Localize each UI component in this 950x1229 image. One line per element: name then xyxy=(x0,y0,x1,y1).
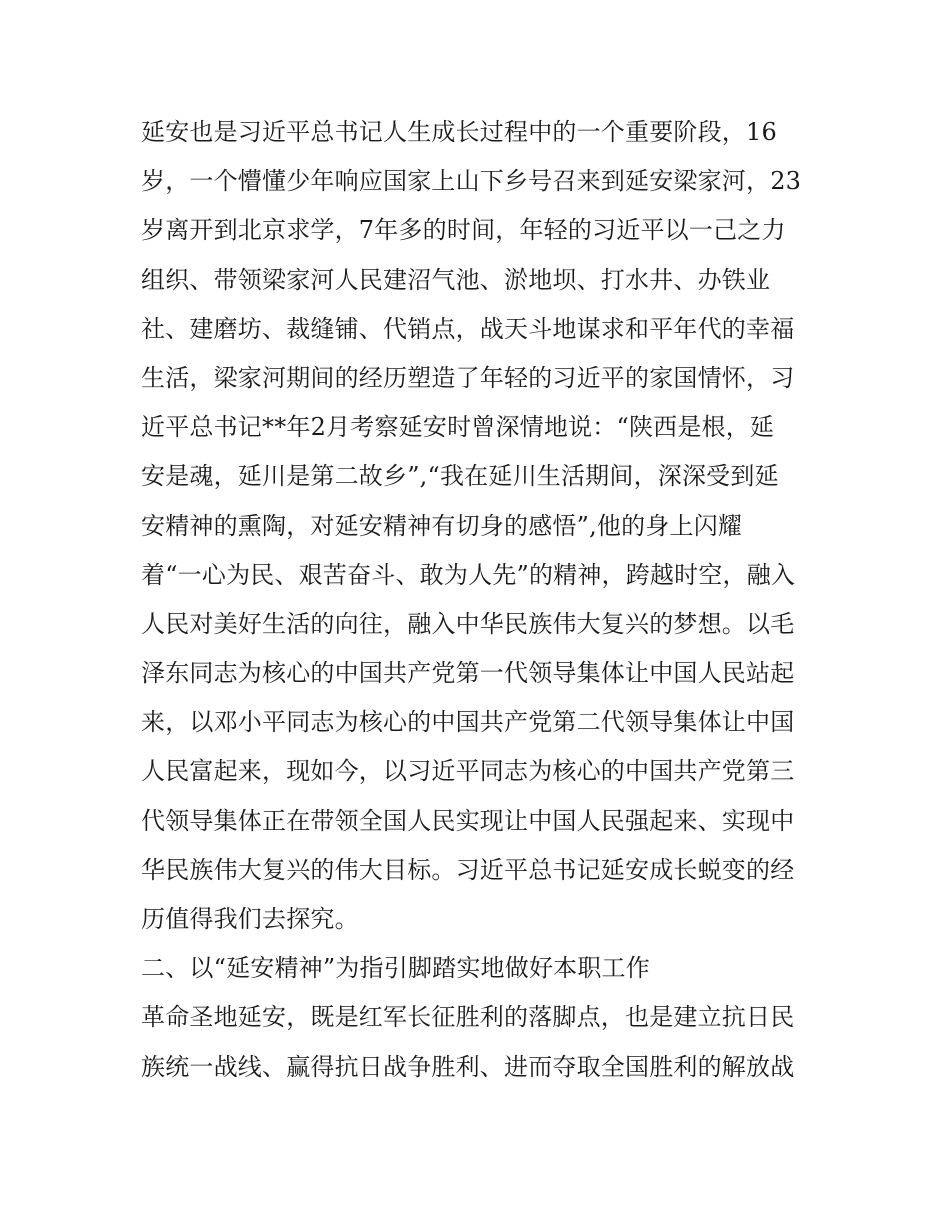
text-line: 岁，一个懵懂少年响应国家上山下乡号召来到延安梁家河，23 xyxy=(141,167,802,196)
text-line: 安精神的熏陶，对延安精神有切身的感悟”,他的身上闪耀 xyxy=(141,511,743,540)
text-line: 社、建磨坊、裁缝铺、代销点，战天斗地谋求和平年代的幸福 xyxy=(141,314,795,343)
text-line: 代领导集体正在带领全国人民实现让中国人民强起来、实现中 xyxy=(141,806,795,835)
text-line: 革命圣地延安，既是红军长征胜利的落脚点，也是建立抗日民 xyxy=(141,1003,795,1032)
text-line: 着“一心为民、艰苦奋斗、敢为人先”的精神，跨越时空，融入 xyxy=(141,560,796,589)
text-line: 人民对美好生活的向往，融入中华民族伟大复兴的梦想。以毛 xyxy=(141,609,795,638)
text-line: 岁离开到北京求学，7年多的时间，年轻的习近平以一己之力 xyxy=(141,216,786,245)
text-line: 人民富起来，现如今，以习近平同志为核心的中国共产党第三 xyxy=(141,757,795,786)
text-line: 历值得我们去探究。 xyxy=(141,905,359,933)
document-body xyxy=(141,108,821,1092)
text-line: 延安也是习近平总书记人生成长过程中的一个重要阶段，16 xyxy=(141,118,777,146)
text-line: 近平总书记**年2月考察延安时曾深情地说：“陕西是根，延 xyxy=(141,413,775,442)
text-line: 来，以邓小平同志为核心的中国共产党第二代领导集体让中国 xyxy=(141,708,795,737)
text-line: 安是魂，延川是第二故乡”,“我在延川生活期间，深深受到延 xyxy=(141,462,779,491)
text-line: 生活，梁家河期间的经历塑造了年轻的习近平的家国情怀，习 xyxy=(141,363,795,392)
text-line: 族统一战线、赢得抗日战争胜利、进而夺取全国胜利的解放战 xyxy=(141,1052,795,1081)
section-heading: 二、以“延安精神”为指引脚踏实地做好本职工作 xyxy=(141,954,650,983)
text-line: 泽东同志为核心的中国共产党第一代领导集体让中国人民站起 xyxy=(141,659,795,688)
text-line: 华民族伟大复兴的伟大目标。习近平总书记延安成长蜕变的经 xyxy=(141,855,795,884)
text-line: 组织、带领梁家河人民建沼气池、淤地坝、打水井、办铁业 xyxy=(141,265,771,294)
